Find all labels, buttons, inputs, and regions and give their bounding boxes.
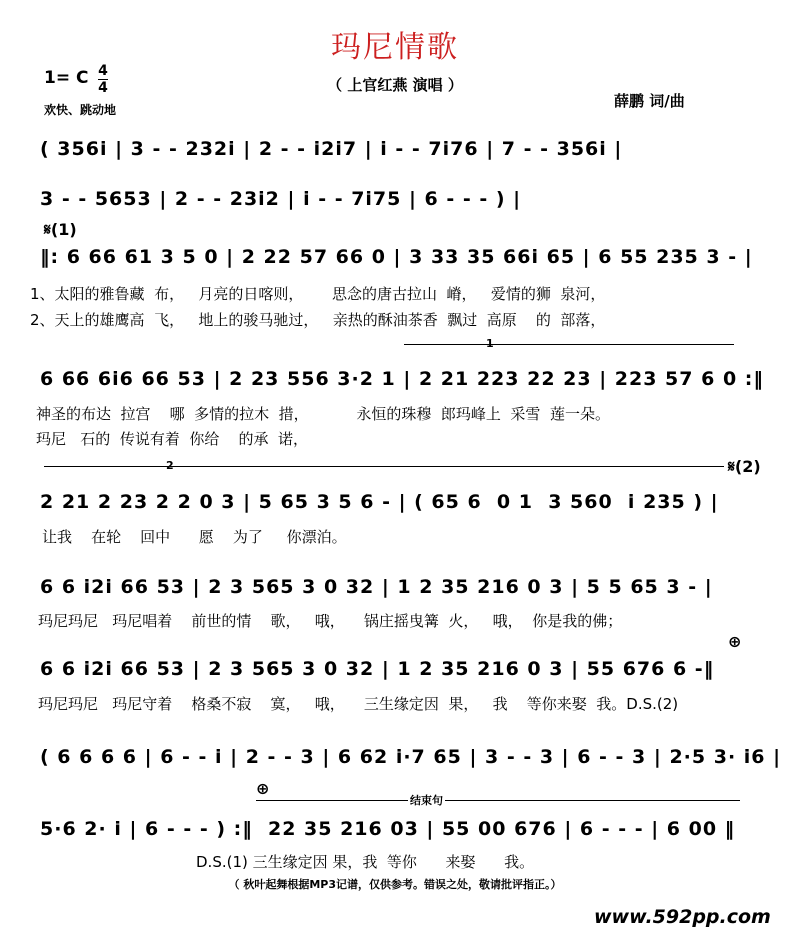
score-row-2: 3 - - 5653 | 2 - - 23i2 | i - - 7i75 | 6 - - - ) | — [40, 188, 522, 210]
time-signature-top: 4 — [98, 63, 108, 79]
coda-2-mark: ⊕ — [256, 779, 270, 798]
lyrics-verse2-line2: 玛尼 石的 传说有着 你给 的承 诺， — [36, 430, 308, 448]
lyrics-row-6: 玛尼玛尼 玛尼唱着 前世的情 歌， 哦， 锅庄摇曳篝 火， 哦， 你是我的佛； — [38, 612, 623, 630]
score-row-4: 6 66 6i6 66 53 | 2 23 556 3·2 1 | 2 21 223 22 23 | 223 57 6 0 :‖ — [40, 368, 764, 390]
time-signature — [98, 64, 108, 95]
lyrics-verse1-line2: 神圣的布达 拉宫 哪 多情的拉木 措， 永恒的珠穆 郎玛峰上 采雪 莲一朵。 — [36, 405, 610, 423]
score-row-1: ( 356i | 3 - - 232i | 2 - - i2i7 | i - - 7i76 | 7 - - 356i | — [40, 138, 623, 160]
website-watermark: www.592pp.com — [594, 906, 771, 928]
segno-2-mark: 𝄋(2) — [728, 457, 761, 476]
score-row-3: ‖: 6 66 61 3 5 0 | 2 22 57 66 0 | 3 33 35 66i 65 | 6 55 235 3 - | — [40, 246, 753, 268]
volta-2-label: 2 — [166, 459, 174, 472]
lyrics-row-7: 玛尼玛尼 玛尼守着 格桑不寂 寞， 哦， 三生缘定因 果， 我 等你来娶 我。D.S.(2) — [38, 695, 679, 713]
lyrics-verse1-line1: 1、太阳的雅鲁藏 布， 月亮的日喀则， 思念的唐古拉山 嵴， 爱情的狮 泉河， — [30, 285, 606, 303]
ending-label: 结束句 — [410, 794, 443, 807]
lyrics-row-5: 让我 在轮 回中 愿 为了 你漂泊。 — [42, 528, 347, 546]
score-row-6: 6 6 i2i 66 53 | 2 3 565 3 0 32 | 1 2 35 216 0 3 | 5 5 65 3 - | — [40, 576, 713, 598]
score-row-5: 2 21 2 23 2 2 0 3 | 5 65 3 5 6 - | ( 65 6 0 1 3 560 i 235 ) | — [40, 491, 719, 513]
time-signature-bottom: 4 — [98, 80, 108, 96]
transcription-note: （ 秋叶起舞根据MP3记谱，仅供参考。错误之处，敬请批评指正。） — [228, 878, 562, 891]
singer-credit: （ 上官红燕 演唱 ） — [327, 76, 463, 94]
coda-1-mark: ⊕ — [728, 632, 742, 651]
score-row-7: 6 6 i2i 66 53 | 2 3 565 3 0 32 | 1 2 35 216 0 3 | 55 676 6 -‖ — [40, 658, 715, 680]
lyrics-ending: D.S.(1) 三生缘定因 果，我 等你 来娶 我。 — [196, 853, 535, 871]
volta-2-bracket — [44, 466, 724, 467]
volta-1-label: 1 — [486, 337, 494, 350]
ending-bracket — [256, 800, 740, 801]
score-row-8: ( 6 6 6 6 | 6 - - i | 2 - - 3 | 6 62 i·7 65 | 3 - - 3 | 6 - - 3 | 2·5 3· i6 | — [40, 746, 782, 768]
score-row-9: 5·6 2· i | 6 - - - ) :‖ 22 35 216 03 | 55 00 676 | 6 - - - | 6 00 ‖ — [40, 818, 736, 840]
author-credit: 薛鹏 词/曲 — [614, 92, 685, 110]
key-signature: 1= C — [44, 68, 89, 88]
tempo-marking: 欢快、跳动地 — [44, 103, 117, 117]
song-title: 玛尼情歌 — [331, 30, 459, 65]
volta-1-bracket — [404, 344, 734, 345]
segno-1-mark: 𝄋(1) — [44, 220, 77, 239]
lyrics-verse2-line1: 2、天上的雄鹰高 飞， 地上的骏马驰过， 亲热的酥油茶香 飘过 高原 的 部落， — [30, 311, 606, 329]
